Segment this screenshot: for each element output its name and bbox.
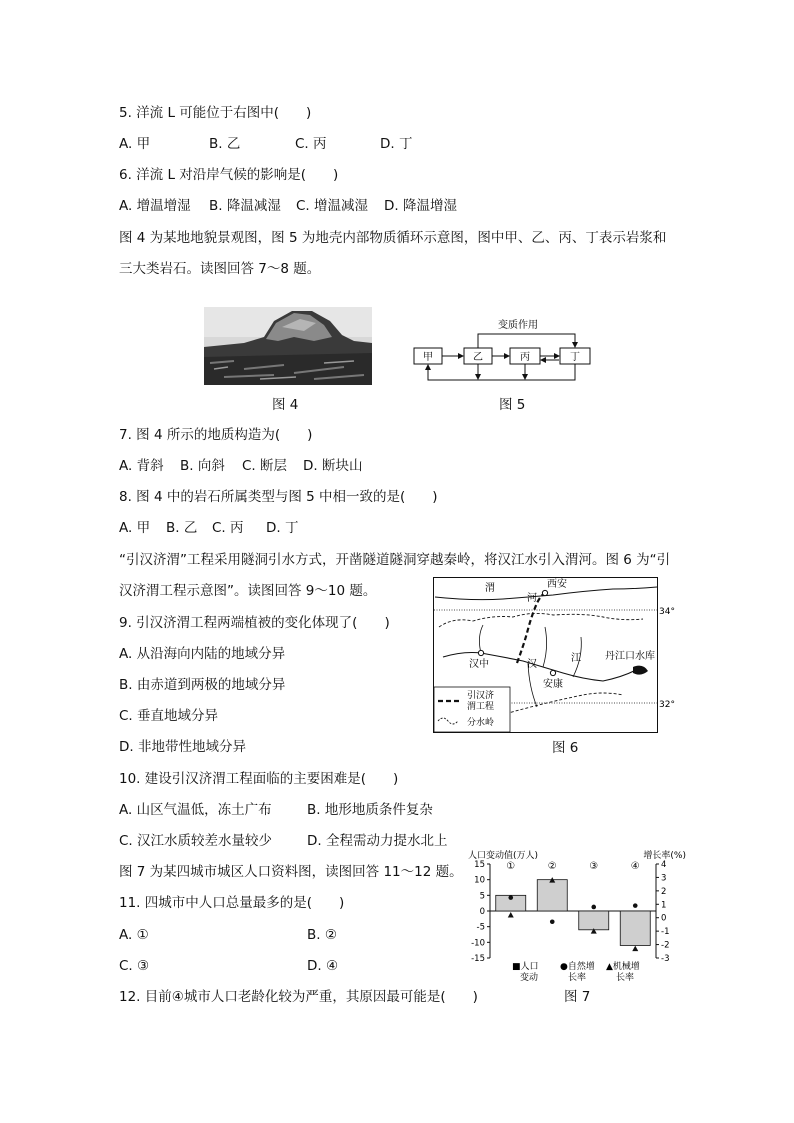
- fig6-label-xian: 西安: [547, 579, 567, 590]
- fig7-natural-growth-dot: [591, 905, 596, 910]
- q11-option-b: B. ②: [307, 927, 337, 943]
- fig7-right-tick-label: 1: [661, 900, 667, 911]
- intro-11-12: 图 7 为某四城市城区人口资料图，读图回答 11～12 题。: [119, 864, 463, 880]
- q10-stem: 10. 建设引汉济渭工程面临的主要困难是( ): [119, 771, 399, 787]
- q10-option-d: D. 全程需动力提水北上: [307, 833, 448, 849]
- fig7-bar: [579, 911, 609, 930]
- fig7-category-label: ③: [589, 861, 599, 872]
- q9-option-b: B. 由赤道到两极的地域分异: [119, 677, 286, 693]
- fig7-right-tick-label: 0: [661, 913, 667, 924]
- fig7-legend-label: ■人口: [512, 962, 539, 972]
- fig7-left-tick-label: 10: [474, 875, 485, 886]
- fig7-right-tick-label: -3: [661, 954, 670, 964]
- fig7-right-tick-label: 2: [661, 886, 667, 897]
- fig7-legend-label: ●自然增: [560, 962, 595, 972]
- fig7-left-tick-label: -10: [471, 938, 485, 949]
- q10-option-c: C. 汉江水质较差水量较少: [119, 833, 273, 849]
- q8-option-b: B. 乙: [166, 520, 198, 536]
- fig7-left-tick-label: 0: [479, 907, 485, 917]
- fig7-legend-label: 变动: [520, 973, 539, 983]
- fig6-label-he: 河: [527, 593, 537, 604]
- fig5-box-ding: 丁: [570, 352, 580, 363]
- q5-option-b: B. 乙: [209, 136, 241, 152]
- fig7-category-label: ①: [506, 861, 516, 872]
- q6-stem: 6. 洋流 L 对沿岸气候的影响是( ): [119, 167, 339, 183]
- figure-7-caption: 图 7: [564, 989, 591, 1005]
- fig6-legend-watershed: 分水岭: [467, 718, 495, 728]
- fig7-right-tick-label: 3: [661, 873, 667, 884]
- fig7-migration-growth-triangle: [632, 946, 638, 952]
- fig7-left-tick-label: -15: [471, 954, 485, 964]
- fig7-legend-label: 长率: [616, 973, 635, 983]
- fig6-label-han: 汉: [527, 659, 537, 670]
- fig6-label-jiang: 江: [571, 653, 581, 664]
- fig7-legend-label: ▲机械增: [606, 962, 640, 972]
- intro-7-8-line2: 三大类岩石。读图回答 7～8 题。: [119, 261, 321, 277]
- q6-option-d: D. 降温增湿: [384, 198, 457, 214]
- fig6-label-hanzhong: 汉中: [469, 659, 489, 670]
- fig6-label-lat34: 34°: [659, 607, 675, 617]
- q6-option-b: B. 降温减湿: [209, 198, 281, 214]
- q11-stem: 11. 四城市中人口总量最多的是( ): [119, 895, 345, 911]
- figure-5-rock-cycle: [410, 316, 600, 388]
- fig7-bar: [620, 911, 650, 945]
- fig5-box-yi: 乙: [473, 352, 483, 363]
- figure-6-map: [433, 577, 675, 735]
- q7-option-a: A. 背斜: [119, 458, 164, 474]
- fig6-legend-project-1: 引汉济: [467, 691, 495, 701]
- q6-option-c: C. 增温减湿: [296, 198, 369, 214]
- q5-option-d: D. 丁: [380, 136, 413, 152]
- q9-option-a: A. 从沿海向内陆的地域分异: [119, 646, 286, 662]
- fig6-label-danjiangkou: 丹江口水库: [605, 651, 655, 662]
- fig7-legend-label: 长率: [568, 973, 587, 983]
- q5-stem: 5. 洋流 L 可能位于右图中( ): [119, 105, 312, 121]
- q6-option-a: A. 增温增湿: [119, 198, 191, 214]
- q8-stem: 8. 图 4 中的岩石所属类型与图 5 中相一致的是( ): [119, 489, 438, 505]
- fig7-right-tick-label: -2: [661, 940, 670, 951]
- fig5-metamorphism-label: 变质作用: [498, 320, 538, 331]
- q12-stem: 12. 目前④城市人口老龄化较为严重，其原因最可能是( ): [119, 989, 478, 1005]
- fig5-box-bing: 丙: [520, 352, 530, 363]
- q7-option-c: C. 断层: [242, 458, 288, 474]
- fig7-left-tick-label: 15: [474, 860, 485, 870]
- figure-7-chart: [460, 846, 700, 982]
- fig5-box-jia: 甲: [423, 352, 433, 363]
- q10-option-a: A. 山区气温低，冻土广布: [119, 802, 272, 818]
- figure-5-caption: 图 5: [499, 397, 526, 413]
- intro-7-8-line1: 图 4 为某地地貌景观图，图 5 为地壳内部物质循环示意图，图中甲、乙、丙、丁表示岩浆和: [119, 230, 667, 246]
- fig7-natural-growth-dot: [508, 895, 513, 900]
- figure-4-landform-photo: [204, 307, 372, 385]
- fig7-right-tick-label: 4: [661, 860, 667, 870]
- intro-9-10-line1: “引汉济渭”工程采用隧洞引水方式，开凿隧道隧洞穿越秦岭，将汉江水引入渭河。图 6 为“引: [119, 552, 671, 568]
- fig6-label-lat32: 32°: [659, 700, 675, 710]
- fig7-bar: [537, 880, 567, 911]
- q10-option-b: B. 地形地质条件复杂: [307, 802, 433, 818]
- fig7-right-axis-label: 增长率(%): [643, 851, 686, 861]
- q9-option-d: D. 非地带性地域分异: [119, 739, 246, 755]
- fig7-left-axis-label: 人口变动值(万人): [468, 851, 539, 861]
- fig6-label-ankang: 安康: [543, 679, 563, 690]
- q8-option-d: D. 丁: [266, 520, 299, 536]
- q11-option-d: D. ④: [307, 958, 339, 974]
- q5-option-c: C. 丙: [295, 136, 327, 152]
- q7-option-d: D. 断块山: [303, 458, 363, 474]
- q7-option-b: B. 向斜: [180, 458, 225, 474]
- fig7-migration-growth-triangle: [508, 912, 514, 918]
- q11-option-c: C. ③: [119, 958, 150, 974]
- fig7-natural-growth-dot: [633, 903, 638, 908]
- q5-option-a: A. 甲: [119, 136, 151, 152]
- fig7-left-tick-label: 5: [479, 891, 485, 902]
- q9-option-c: C. 垂直地域分异: [119, 708, 219, 724]
- fig7-left-tick-label: -5: [476, 922, 485, 933]
- fig7-natural-growth-dot: [550, 919, 555, 924]
- fig6-legend-project-2: 渭工程: [467, 702, 495, 712]
- fig7-right-tick-label: -1: [661, 927, 670, 938]
- q11-option-a: A. ①: [119, 927, 149, 943]
- fig6-label-wei: 渭: [485, 583, 495, 594]
- intro-9-10-line2: 汉济渭工程示意图”。读图回答 9～10 题。: [119, 583, 377, 599]
- q8-option-c: C. 丙: [212, 520, 244, 536]
- q7-stem: 7. 图 4 所示的地质构造为( ): [119, 427, 313, 443]
- figure-6-caption: 图 6: [552, 740, 579, 756]
- q9-stem: 9. 引汉济渭工程两端植被的变化体现了( ): [119, 615, 390, 631]
- fig7-category-label: ②: [547, 861, 557, 872]
- q8-option-a: A. 甲: [119, 520, 151, 536]
- fig7-category-label: ④: [630, 861, 640, 872]
- figure-4-caption: 图 4: [272, 397, 299, 413]
